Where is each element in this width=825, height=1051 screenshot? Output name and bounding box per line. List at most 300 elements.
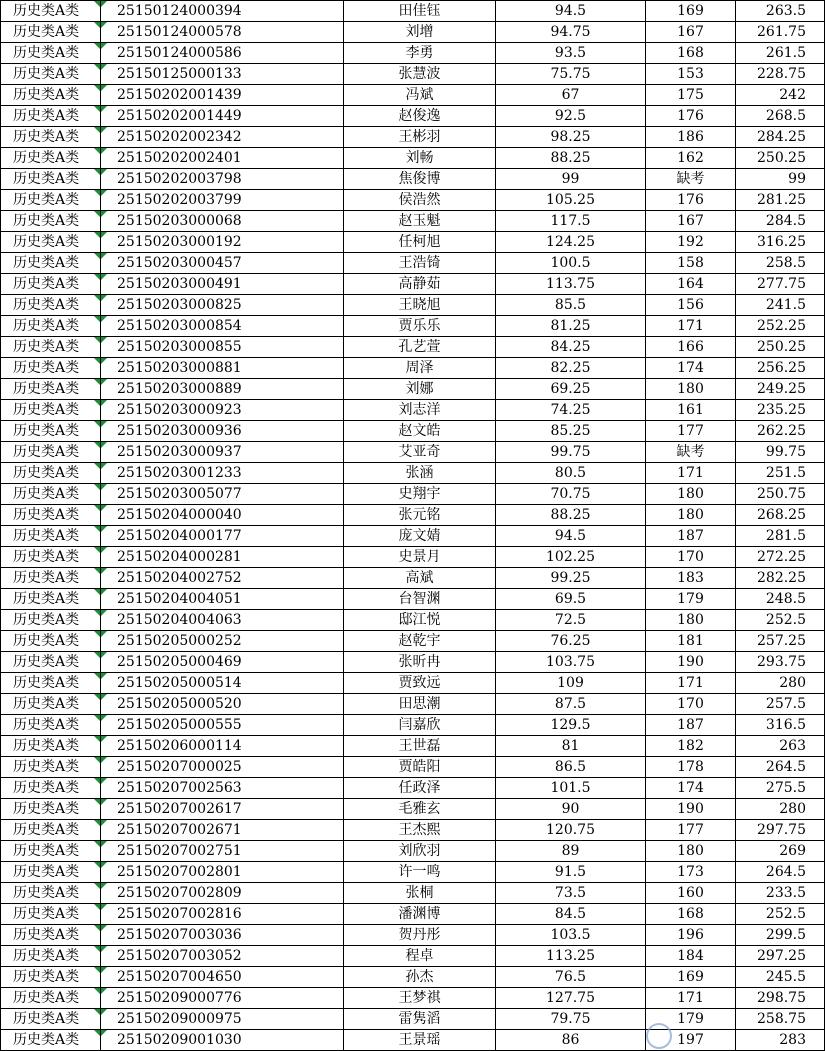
category-cell: 历史类A类 [1,358,101,379]
total-score-cell: 235.25 [736,400,825,421]
score1-cell: 76.5 [496,967,646,988]
table-row [1,799,825,820]
category-cell: 历史类A类 [1,274,101,295]
score1-cell: 127.75 [496,988,646,1009]
table-row [1,736,825,757]
student-name-cell: 张慧波 [344,64,496,85]
score2-cell: 170 [646,694,736,715]
score1-cell: 120.75 [496,820,646,841]
table-row [1,715,825,736]
category-cell: 历史类A类 [1,904,101,925]
exam-id-cell: 25150203000192 [101,232,344,253]
exam-id-cell: 25150205000514 [101,673,344,694]
score1-cell: 94.75 [496,22,646,43]
exam-id-cell: 25150207002801 [101,862,344,883]
table-row [1,379,825,400]
student-name-cell: 贾乐乐 [344,316,496,337]
score2-cell: 190 [646,652,736,673]
student-name-cell: 高斌 [344,568,496,589]
table-row [1,946,825,967]
exam-id-cell: 25150207002617 [101,799,344,820]
score1-cell: 100.5 [496,253,646,274]
score2-cell: 184 [646,946,736,967]
category-cell: 历史类A类 [1,1,101,22]
score2-cell: 192 [646,232,736,253]
category-cell: 历史类A类 [1,253,101,274]
score1-cell: 87.5 [496,694,646,715]
total-score-cell: 281.25 [736,190,825,211]
score1-cell: 73.5 [496,883,646,904]
table-row [1,22,825,43]
category-cell: 历史类A类 [1,820,101,841]
exam-id-cell: 25150205000555 [101,715,344,736]
exam-id-cell: 25150203000491 [101,274,344,295]
exam-id-cell: 25150209000776 [101,988,344,1009]
score1-cell: 81 [496,736,646,757]
score2-cell: 171 [646,316,736,337]
score2-cell: 174 [646,778,736,799]
table-row [1,316,825,337]
category-cell: 历史类A类 [1,148,101,169]
exam-id-cell: 25150205000252 [101,631,344,652]
student-name-cell: 刘志洋 [344,400,496,421]
total-score-cell: 261.5 [736,43,825,64]
score1-cell: 94.5 [496,1,646,22]
student-name-cell: 贾致远 [344,673,496,694]
score2-cell: 156 [646,295,736,316]
category-cell: 历史类A类 [1,694,101,715]
total-score-cell: 275.5 [736,778,825,799]
table-row [1,841,825,862]
student-name-cell: 邸江悦 [344,610,496,631]
table-row [1,106,825,127]
total-score-cell: 280 [736,673,825,694]
student-name-cell: 刘增 [344,22,496,43]
score1-cell: 75.75 [496,64,646,85]
exam-id-cell: 25150203000457 [101,253,344,274]
table-row [1,148,825,169]
score1-cell: 69.5 [496,589,646,610]
total-score-cell: 233.5 [736,883,825,904]
category-cell: 历史类A类 [1,652,101,673]
table-row [1,442,825,463]
score1-cell: 84.25 [496,337,646,358]
student-name-cell: 周泽 [344,358,496,379]
score1-cell: 86 [496,1030,646,1051]
score1-cell: 74.25 [496,400,646,421]
score1-cell: 91.5 [496,862,646,883]
score2-cell: 153 [646,64,736,85]
score1-cell: 93.5 [496,43,646,64]
total-score-cell: 257.25 [736,631,825,652]
table-row [1,820,825,841]
category-cell: 历史类A类 [1,757,101,778]
score2-cell: 162 [646,148,736,169]
table-row [1,694,825,715]
score1-cell: 109 [496,673,646,694]
student-name-cell: 贾皓阳 [344,757,496,778]
table-row [1,1,825,22]
table-row [1,232,825,253]
total-score-cell: 272.25 [736,547,825,568]
exam-id-cell: 25150124000394 [101,1,344,22]
student-name-cell: 田思潮 [344,694,496,715]
table-row [1,631,825,652]
table-row [1,547,825,568]
total-score-cell: 298.75 [736,988,825,1009]
score2-cell: 171 [646,673,736,694]
score1-cell: 124.25 [496,232,646,253]
score1-cell: 98.25 [496,127,646,148]
total-score-cell: 293.75 [736,652,825,673]
category-cell: 历史类A类 [1,925,101,946]
table-row [1,778,825,799]
score2-cell: 179 [646,589,736,610]
table-row [1,967,825,988]
score2-cell: 183 [646,568,736,589]
score2-cell: 178 [646,757,736,778]
exam-id-cell: 25150207002751 [101,841,344,862]
student-name-cell: 张元铭 [344,505,496,526]
student-name-cell: 张桐 [344,883,496,904]
table-row [1,1009,825,1030]
category-cell: 历史类A类 [1,715,101,736]
score1-cell: 82.25 [496,358,646,379]
exam-id-cell: 25150124000586 [101,43,344,64]
total-score-cell: 242 [736,85,825,106]
score1-cell: 69.25 [496,379,646,400]
site-watermark [646,1023,672,1049]
table-row [1,526,825,547]
table-row [1,463,825,484]
student-name-cell: 赵乾宇 [344,631,496,652]
score2-cell: 179 [646,1009,736,1030]
exam-id-cell: 25150203005077 [101,484,344,505]
table-row [1,862,825,883]
table-row [1,484,825,505]
table-row [1,505,825,526]
category-cell: 历史类A类 [1,883,101,904]
category-cell: 历史类A类 [1,736,101,757]
total-score-cell: 316.5 [736,715,825,736]
score1-cell: 103.5 [496,925,646,946]
category-cell: 历史类A类 [1,505,101,526]
score1-cell: 86.5 [496,757,646,778]
total-score-cell: 283 [736,1030,825,1051]
site-logo-icon [646,1023,672,1049]
score1-cell: 90 [496,799,646,820]
category-cell: 历史类A类 [1,43,101,64]
score2-cell: 158 [646,253,736,274]
student-name-cell: 刘畅 [344,148,496,169]
table-row [1,274,825,295]
total-score-cell: 252.5 [736,904,825,925]
student-name-cell: 刘欣羽 [344,841,496,862]
exam-id-cell: 25150203000923 [101,400,344,421]
total-score-cell: 99 [736,169,825,190]
category-cell: 历史类A类 [1,169,101,190]
student-name-cell: 王世磊 [344,736,496,757]
score2-cell: 176 [646,190,736,211]
score2-cell: 190 [646,799,736,820]
score2-cell: 175 [646,85,736,106]
category-cell: 历史类A类 [1,295,101,316]
exam-id-cell: 25150124000578 [101,22,344,43]
score2-cell: 182 [646,736,736,757]
student-name-cell: 田佳钰 [344,1,496,22]
exam-id-cell: 25150207002816 [101,904,344,925]
exam-id-cell: 25150203000889 [101,379,344,400]
total-score-cell: 268.5 [736,106,825,127]
score1-cell: 113.75 [496,274,646,295]
exam-id-cell: 25150204004063 [101,610,344,631]
exam-id-cell: 25150204002752 [101,568,344,589]
exam-id-cell: 25150203001233 [101,463,344,484]
student-name-cell: 雷隽滔 [344,1009,496,1030]
category-cell: 历史类A类 [1,232,101,253]
category-cell: 历史类A类 [1,610,101,631]
student-name-cell: 张昕冉 [344,652,496,673]
total-score-cell: 316.25 [736,232,825,253]
exam-id-cell: 25150206000114 [101,736,344,757]
exam-id-cell: 25150207003052 [101,946,344,967]
student-name-cell: 史翔宇 [344,484,496,505]
score2-cell: 180 [646,505,736,526]
total-score-cell: 256.25 [736,358,825,379]
score1-cell: 105.25 [496,190,646,211]
table-row [1,988,825,1009]
student-name-cell: 庞文婧 [344,526,496,547]
exam-id-cell: 25150202001449 [101,106,344,127]
student-name-cell: 王梦祺 [344,988,496,1009]
total-score-cell: 258.75 [736,1009,825,1030]
exam-id-cell: 25150202003799 [101,190,344,211]
total-score-cell: 261.75 [736,22,825,43]
score1-cell: 88.25 [496,505,646,526]
student-name-cell: 高静茹 [344,274,496,295]
score2-cell: 186 [646,127,736,148]
table-row [1,358,825,379]
score1-cell: 99.25 [496,568,646,589]
category-cell: 历史类A类 [1,589,101,610]
total-score-cell: 257.5 [736,694,825,715]
table-row [1,190,825,211]
student-name-cell: 史景月 [344,547,496,568]
category-cell: 历史类A类 [1,64,101,85]
category-cell: 历史类A类 [1,841,101,862]
table-row [1,400,825,421]
score2-cell: 177 [646,820,736,841]
total-score-cell: 284.5 [736,211,825,232]
exam-id-cell: 25150125000133 [101,64,344,85]
student-name-cell: 侯浩然 [344,190,496,211]
exam-id-cell: 25150203000936 [101,421,344,442]
student-name-cell: 赵玉魁 [344,211,496,232]
total-score-cell: 281.5 [736,526,825,547]
total-score-cell: 269 [736,841,825,862]
score1-cell: 84.5 [496,904,646,925]
score1-cell: 89 [496,841,646,862]
category-cell: 历史类A类 [1,673,101,694]
score1-cell: 102.25 [496,547,646,568]
student-name-cell: 王晓旭 [344,295,496,316]
category-cell: 历史类A类 [1,379,101,400]
exam-id-cell: 25150207004650 [101,967,344,988]
score2-cell: 缺考 [646,442,736,463]
student-name-cell: 王景瑶 [344,1030,496,1051]
total-score-cell: 263.5 [736,1,825,22]
table-row [1,211,825,232]
exam-id-cell: 25150204004051 [101,589,344,610]
score2-cell: 176 [646,106,736,127]
category-cell: 历史类A类 [1,526,101,547]
total-score-cell: 258.5 [736,253,825,274]
table-row [1,673,825,694]
student-name-cell: 台智渊 [344,589,496,610]
score1-cell: 80.5 [496,463,646,484]
exam-id-cell: 25150207003036 [101,925,344,946]
score1-cell: 85.25 [496,421,646,442]
total-score-cell: 250.25 [736,148,825,169]
score2-cell: 173 [646,862,736,883]
score2-cell: 187 [646,526,736,547]
category-cell: 历史类A类 [1,211,101,232]
total-score-cell: 251.5 [736,463,825,484]
score1-cell: 79.75 [496,1009,646,1030]
table-row [1,64,825,85]
score1-cell: 88.25 [496,148,646,169]
exam-id-cell: 25150209000975 [101,1009,344,1030]
table-row [1,589,825,610]
exam-id-cell: 25150202001439 [101,85,344,106]
exam-id-cell: 25150204000040 [101,505,344,526]
total-score-cell: 252.5 [736,610,825,631]
score1-cell: 67 [496,85,646,106]
student-name-cell: 赵俊逸 [344,106,496,127]
total-score-cell: 268.25 [736,505,825,526]
student-name-cell: 贺丹彤 [344,925,496,946]
category-cell: 历史类A类 [1,22,101,43]
student-name-cell: 刘娜 [344,379,496,400]
category-cell: 历史类A类 [1,631,101,652]
exam-id-cell: 25150205000520 [101,694,344,715]
table-row [1,43,825,64]
table-row [1,169,825,190]
score2-cell: 187 [646,715,736,736]
score2-cell: 180 [646,379,736,400]
total-score-cell: 228.75 [736,64,825,85]
total-score-cell: 299.5 [736,925,825,946]
score2-cell: 197 [646,1030,736,1051]
student-name-cell: 王彬羽 [344,127,496,148]
score2-cell: 180 [646,841,736,862]
student-name-cell: 闫嘉欣 [344,715,496,736]
student-name-cell: 孙杰 [344,967,496,988]
score1-cell: 99 [496,169,646,190]
score2-cell: 171 [646,463,736,484]
score2-cell: 181 [646,631,736,652]
score2-cell: 174 [646,358,736,379]
table-row [1,337,825,358]
table-row [1,925,825,946]
total-score-cell: 264.5 [736,862,825,883]
score2-cell: 168 [646,904,736,925]
table-row [1,127,825,148]
total-score-cell: 248.5 [736,589,825,610]
exam-id-cell: 25150203000825 [101,295,344,316]
score1-cell: 72.5 [496,610,646,631]
student-name-cell: 焦俊博 [344,169,496,190]
student-name-cell: 艾亚奇 [344,442,496,463]
category-cell: 历史类A类 [1,1030,101,1051]
total-score-cell: 277.75 [736,274,825,295]
score1-cell: 94.5 [496,526,646,547]
student-name-cell: 孔艺萱 [344,337,496,358]
total-score-cell: 263 [736,736,825,757]
category-cell: 历史类A类 [1,316,101,337]
category-cell: 历史类A类 [1,967,101,988]
exam-id-cell: 25150203000937 [101,442,344,463]
table-row [1,652,825,673]
category-cell: 历史类A类 [1,1009,101,1030]
score1-cell: 129.5 [496,715,646,736]
student-name-cell: 毛雅玄 [344,799,496,820]
score2-cell: 170 [646,547,736,568]
score2-cell: 177 [646,421,736,442]
category-cell: 历史类A类 [1,799,101,820]
student-name-cell: 任柯旭 [344,232,496,253]
student-name-cell: 赵文皓 [344,421,496,442]
category-cell: 历史类A类 [1,463,101,484]
category-cell: 历史类A类 [1,568,101,589]
category-cell: 历史类A类 [1,190,101,211]
exam-id-cell: 25150202002401 [101,148,344,169]
category-cell: 历史类A类 [1,127,101,148]
exam-id-cell: 25150204000177 [101,526,344,547]
exam-id-cell: 25150205000469 [101,652,344,673]
total-score-cell: 262.25 [736,421,825,442]
exam-id-cell: 25150202002342 [101,127,344,148]
score2-cell: 180 [646,484,736,505]
exam-id-cell: 25150202003798 [101,169,344,190]
score1-cell: 70.75 [496,484,646,505]
exam-id-cell: 25150204000281 [101,547,344,568]
score2-cell: 167 [646,22,736,43]
student-name-cell: 程卓 [344,946,496,967]
score2-cell: 161 [646,400,736,421]
table-row [1,1030,825,1051]
category-cell: 历史类A类 [1,862,101,883]
exam-id-cell: 25150207002563 [101,778,344,799]
student-name-cell: 张涵 [344,463,496,484]
category-cell: 历史类A类 [1,946,101,967]
exam-id-cell: 25150203000855 [101,337,344,358]
score1-cell: 117.5 [496,211,646,232]
category-cell: 历史类A类 [1,442,101,463]
score1-cell: 99.75 [496,442,646,463]
exam-id-cell: 25150203000881 [101,358,344,379]
table-row [1,568,825,589]
student-name-cell: 许一鸣 [344,862,496,883]
category-cell: 历史类A类 [1,400,101,421]
table-row [1,610,825,631]
score2-cell: 169 [646,1,736,22]
score2-cell: 169 [646,967,736,988]
category-cell: 历史类A类 [1,988,101,1009]
exam-id-cell: 25150203000068 [101,211,344,232]
category-cell: 历史类A类 [1,547,101,568]
student-name-cell: 王浩锜 [344,253,496,274]
